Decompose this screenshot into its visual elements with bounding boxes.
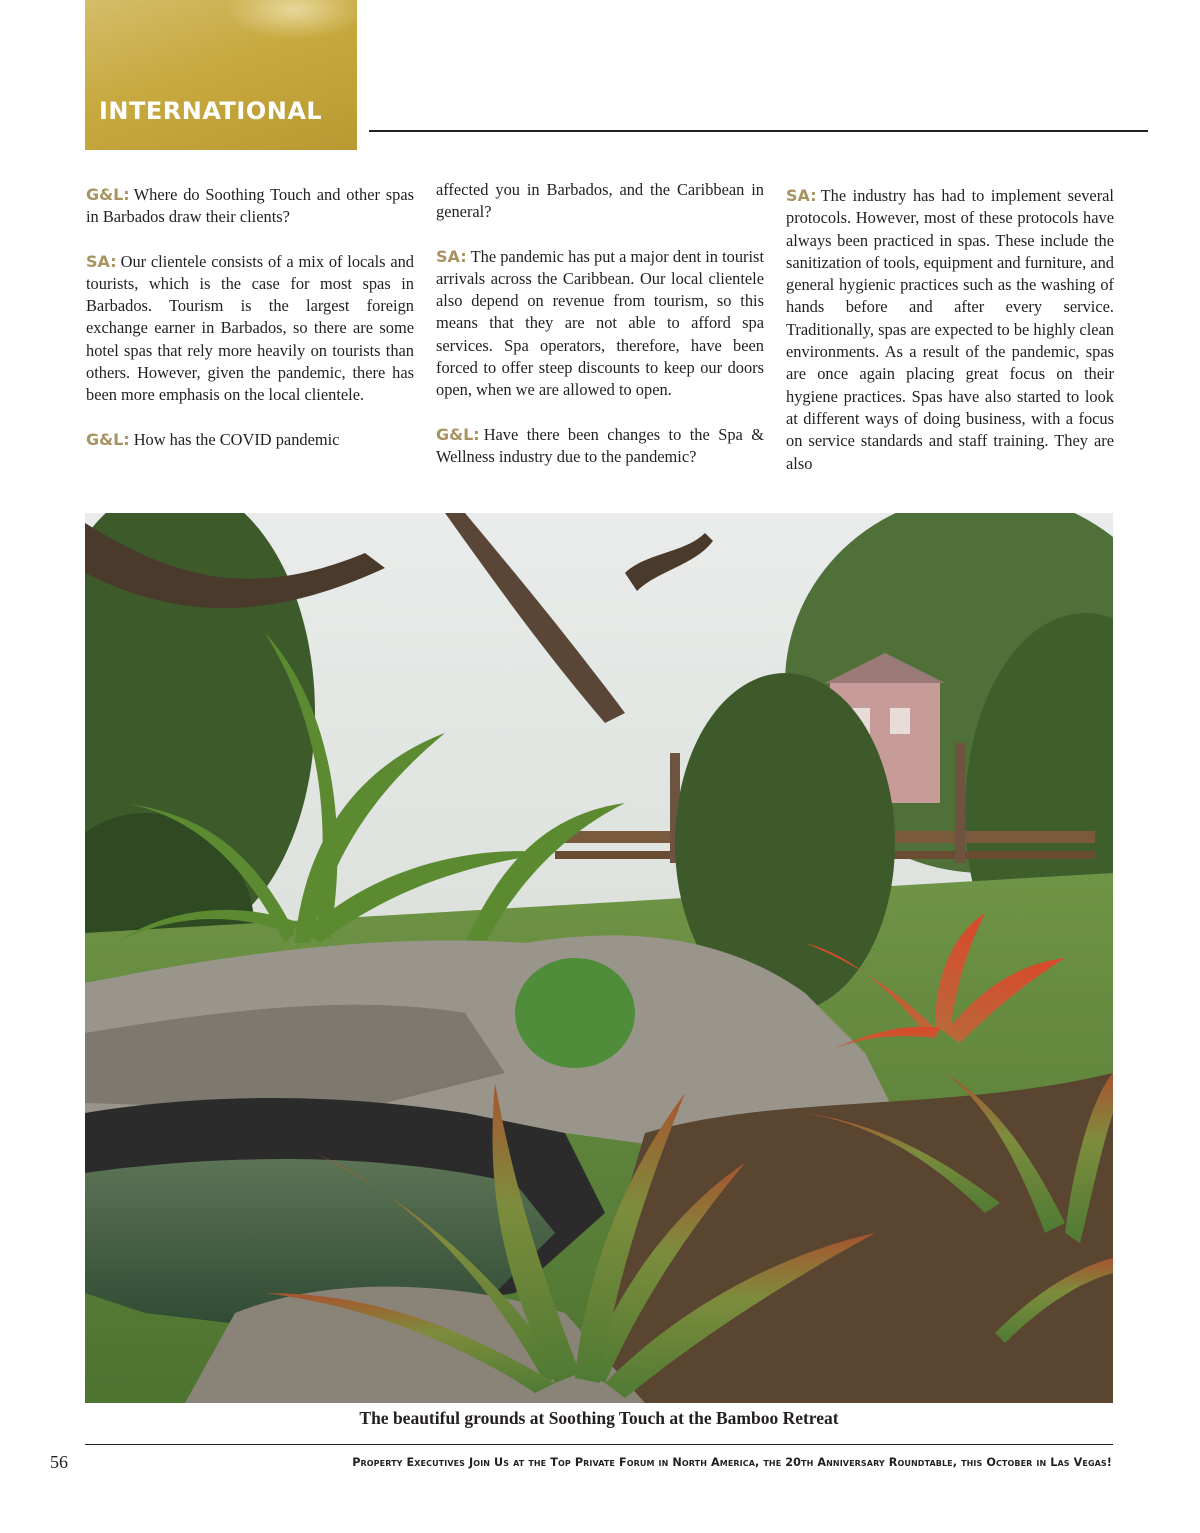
garden-photo	[85, 513, 1113, 1403]
answer-paragraph	[786, 185, 1114, 475]
photo-caption: The beautiful grounds at Soothing Touch at the Bamboo Retreat	[359, 1408, 839, 1428]
footer-rule	[85, 1444, 1113, 1445]
answer-paragraph	[86, 251, 414, 407]
paragraph-text: The industry has had to implement several protocols. However, most of these protocols have always been practiced in spas. These include the sanitization of tools, equipment and furniture, and general hygienic practices such as the washing of hands before and after every service. Traditionally, spas are expected to be highly clean environments. As a result of the pandemic, spas are once again placing great focus on their hygiene practices. Spas have also started to look at different ways of doing business, with a focus on service standards and staff training. They are also	[786, 186, 1114, 473]
paragraph-text: Our clientele consists of a mix of locals and tourists, which is the case for most spas in Barbados. Tourism is the largest foreign exchange earner in Barbados, so there are some hotel spas that rely more heavily on tourists than others. However, given the pandemic, there has been more emphasis on the local clientele.	[86, 251, 414, 405]
speaker-label: SA:	[786, 186, 817, 205]
section-label: INTERNATIONAL	[99, 97, 323, 125]
paragraph-text: The pandemic has put a major dent in tourist arrivals across the Caribbean. Our local clientele also depend on revenue from tourism, so this means that they are not able to afford spa services. Spa operators, therefore, have been forced to offer steep discounts to keep our doors open, when we are allowed to open.	[436, 246, 764, 400]
question-continuation	[436, 179, 764, 224]
header-rule	[369, 130, 1148, 132]
speaker-label: G&L:	[86, 429, 130, 449]
paragraph-text: Where do Soothing Touch and other spas in Barbados draw their clients?	[86, 185, 414, 227]
speaker-label: G&L:	[86, 185, 130, 204]
paragraph-text: How has the COVID pandemic	[133, 429, 340, 449]
question-paragraph	[86, 429, 414, 451]
article-column-3	[786, 185, 1114, 485]
section-tab-glow	[225, 0, 357, 40]
article-column-1	[86, 184, 414, 484]
paragraph-text: Have there been changes to the Spa & Wellness industry due to the pandemic?	[436, 424, 764, 466]
speaker-label: SA:	[436, 246, 467, 266]
speaker-label: SA:	[86, 251, 117, 271]
section-tab	[85, 0, 357, 150]
speaker-label: G&L:	[436, 424, 480, 444]
footer-promo: Property Executives Join Us at the Top Private Forum in North America, the 20th Anniversary Roundtable, this October in Las Vegas!	[352, 1456, 1112, 1469]
page-number: 56	[50, 1452, 68, 1472]
article-column-2	[436, 179, 764, 479]
question-paragraph	[436, 424, 764, 469]
question-paragraph	[86, 184, 414, 229]
answer-paragraph	[436, 246, 764, 402]
paragraph-text: affected you in Barbados, and the Caribbean in general?	[436, 180, 764, 222]
